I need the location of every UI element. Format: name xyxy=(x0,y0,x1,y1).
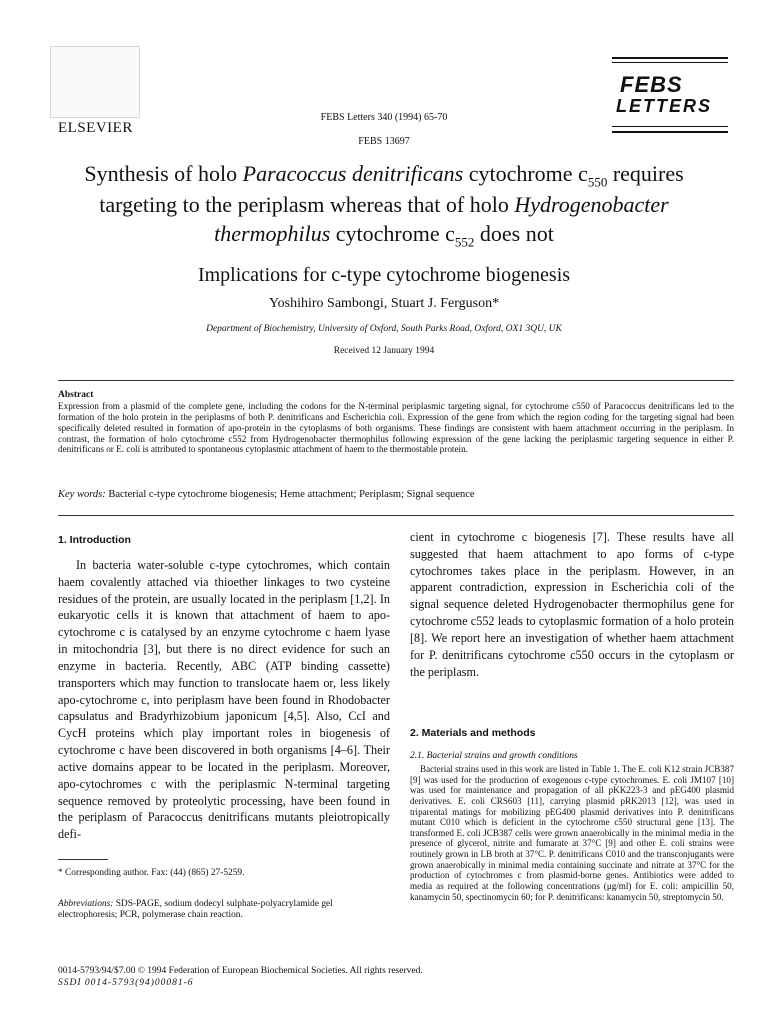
methods-subheading: 2.1. Bacterial strains and growth conditions xyxy=(410,751,578,761)
methods-text: Bacterial strains used in this work are listed in Table 1. The E. coli K12 strain JCB387 [9] was used for the production of exogenous c-type cytochromes. E. coli JM107 [10] was used for maintenance and propagation of all pKK223-3 and pEG400 plasmid derivatives. E. coli CRS603 [11], carrying plasmid pRK2013 [12], was used in triparental matings for mobilizing pEG400 plasmid derivatives into P. denitrificans mutant C010 which is deficient in the cytochrome c550 structural gene [13]. The transformed E. coli JCB387 cells were grown anaerobically in the minimal media in the presence of glycerol, nitrite and fumarate at 37°C [9] and other E. coli strains were routinely grown in LB broth at 37°C. P. denitrificans C010 and the transconjugants were grown anaerobically in minimal media containing succinate and nitrate at 37°C for the production of cytochromes c from plasmid-borne genes. Antibiotics were added to media as required at the following concentrations (μg/ml) for E. coli: ampicillin 50, kanamycin 50, spectinomycin 60; for P. denitrificans: kanamycin 50, streptomycin 50. xyxy=(410,764,734,902)
journal-logo-word: FEBS xyxy=(620,72,683,97)
copyright-line: 0014-5793/94/$7.00 © 1994 Federation of European Biochemical Societies. All rights reserved. xyxy=(58,966,423,976)
journal-logo-rule-bottom-thin xyxy=(612,126,728,127)
ssdi-line: SSDI 0014-5793(94)00081-6 xyxy=(58,978,194,989)
intro-text: In bacteria water-soluble c-type cytochromes, which contain haem covalently attached via thioether linkages to two cysteine residues of the protein, are usually located in the periplasm [1,2]. In eukaryotic cells it is known that attachment of haem to apo-cytochrome c is catalysed by an enzyme cytochrome c haem lyase in mitochondria [3], but there is no direct evidence for such an enzyme in bacteria. Recently, ABC (ATP binding cassette) transporters which may function to translocate haem or, less likely apo-cytochrome c, into periplasm have been found in Rhodobacter capsulatus and Bradyrhizobium japonicum [4,5]. Also, CcI and CycH proteins which play important roles in biogenesis of cytochrome c have been discovered in both organisms [4–6]. Their active domains appear to be located in the periplasm. Moreover, apo-cytochromes c with the periplasmic N-terminal targeting sequence removed by proteolytic processing, have been found in the periplasm of Paracoccus denitrificans mutants pleiotropically defi- xyxy=(58,558,390,842)
intro-continued-text: cient in cytochrome c biogenesis [7]. These results have all suggested that haem attachment to apo forms of c-type cytochromes takes place in the periplasm. However, in an apparent contradiction, expression in Escherichia coli of the signal sequence deleted Hydrogenobacter thermophilus gene for cytochrome c552 leads to cytoplasmic formation of a holo protein [8]. We report here an investigation of whether haem attachment for P. denitrificans cytochrome c550 occurs in the cytoplasm or the periplasm. xyxy=(410,530,734,679)
journal-logo-rule-bottom xyxy=(612,131,728,133)
corresponding-author-note: * Corresponding author. Fax: (44) (865) 27-5259. xyxy=(58,868,245,878)
received-date: Received 12 January 1994 xyxy=(333,346,435,356)
journal-logo-rule-top-thin xyxy=(612,62,728,63)
footnote-rule xyxy=(58,859,108,860)
publisher-name: ELSEVIER xyxy=(58,120,133,136)
keywords xyxy=(58,489,734,500)
journal-logo-sub: LETTERS xyxy=(616,96,713,116)
publisher-logo xyxy=(50,46,140,118)
article-number: FEBS 13697 xyxy=(358,136,410,147)
keywords-text: Bacterial c-type cytochrome biogenesis; Heme attachment; Periplasm; Signal sequence xyxy=(105,489,475,500)
authors: Yoshihiro Sambongi, Stuart J. Ferguson* xyxy=(268,296,500,311)
abbreviations-text: SDS-PAGE, sodium dodecyl sulphate-polyacrylamide gel electrophoresis; PCR, polymerase chain reaction. xyxy=(58,899,333,921)
abstract-heading: Abstract xyxy=(58,390,94,400)
abstract-text: Expression from a plasmid of the complete gene, including the codons for the N-terminal periplasmic targeting signal, for cytochrome c550 of Paracoccus denitrificans led to the formation of the holo protein in the periplasms of both P. denitrificans and Escherichia coli. Expression of the gene from which the region coding for the targeting signal had been specifically deleted resulted in formation of apo-protein in the cytoplasms of both organisms. These findings are consistent with haem attachment occurring in the periplasm. In contrast, the formation of holo cytochrome c552 from Hydrogenobacter thermophilus following expression of the gene lacking the periplasmic targeting sequence in either P. denitrificans or E. coli is attributed to spontaneous cytoplasmic attachment of haem to the thermostable protein. xyxy=(58,401,734,455)
divider-top xyxy=(58,380,734,381)
keywords-label: Key words: xyxy=(58,489,106,500)
journal-reference: FEBS Letters 340 (1994) 65-70 xyxy=(320,112,448,123)
affiliation: Department of Biochemistry, University of Oxford, South Parks Road, Oxford, OX1 3QU, UK xyxy=(206,324,562,334)
article-title: Synthesis of holo Paracoccus denitrificans cytochrome $c_{550}$ requires targeting to the periplasm whereas that of holo Hydrogenobacter thermophilus cytochrome $c_{552}$ does not xyxy=(84,161,684,250)
abbreviations-note xyxy=(58,899,390,922)
methods-heading: 2. Materials and methods xyxy=(410,727,536,739)
journal-logo-rule-top xyxy=(612,57,728,59)
divider-bottom xyxy=(58,515,734,516)
intro-heading: 1. Introduction xyxy=(58,534,131,546)
abbreviations-label: Abbreviations: xyxy=(58,899,114,909)
copyright xyxy=(58,965,423,990)
article-subtitle: Implications for c-type cytochrome biogenesis xyxy=(197,264,571,286)
